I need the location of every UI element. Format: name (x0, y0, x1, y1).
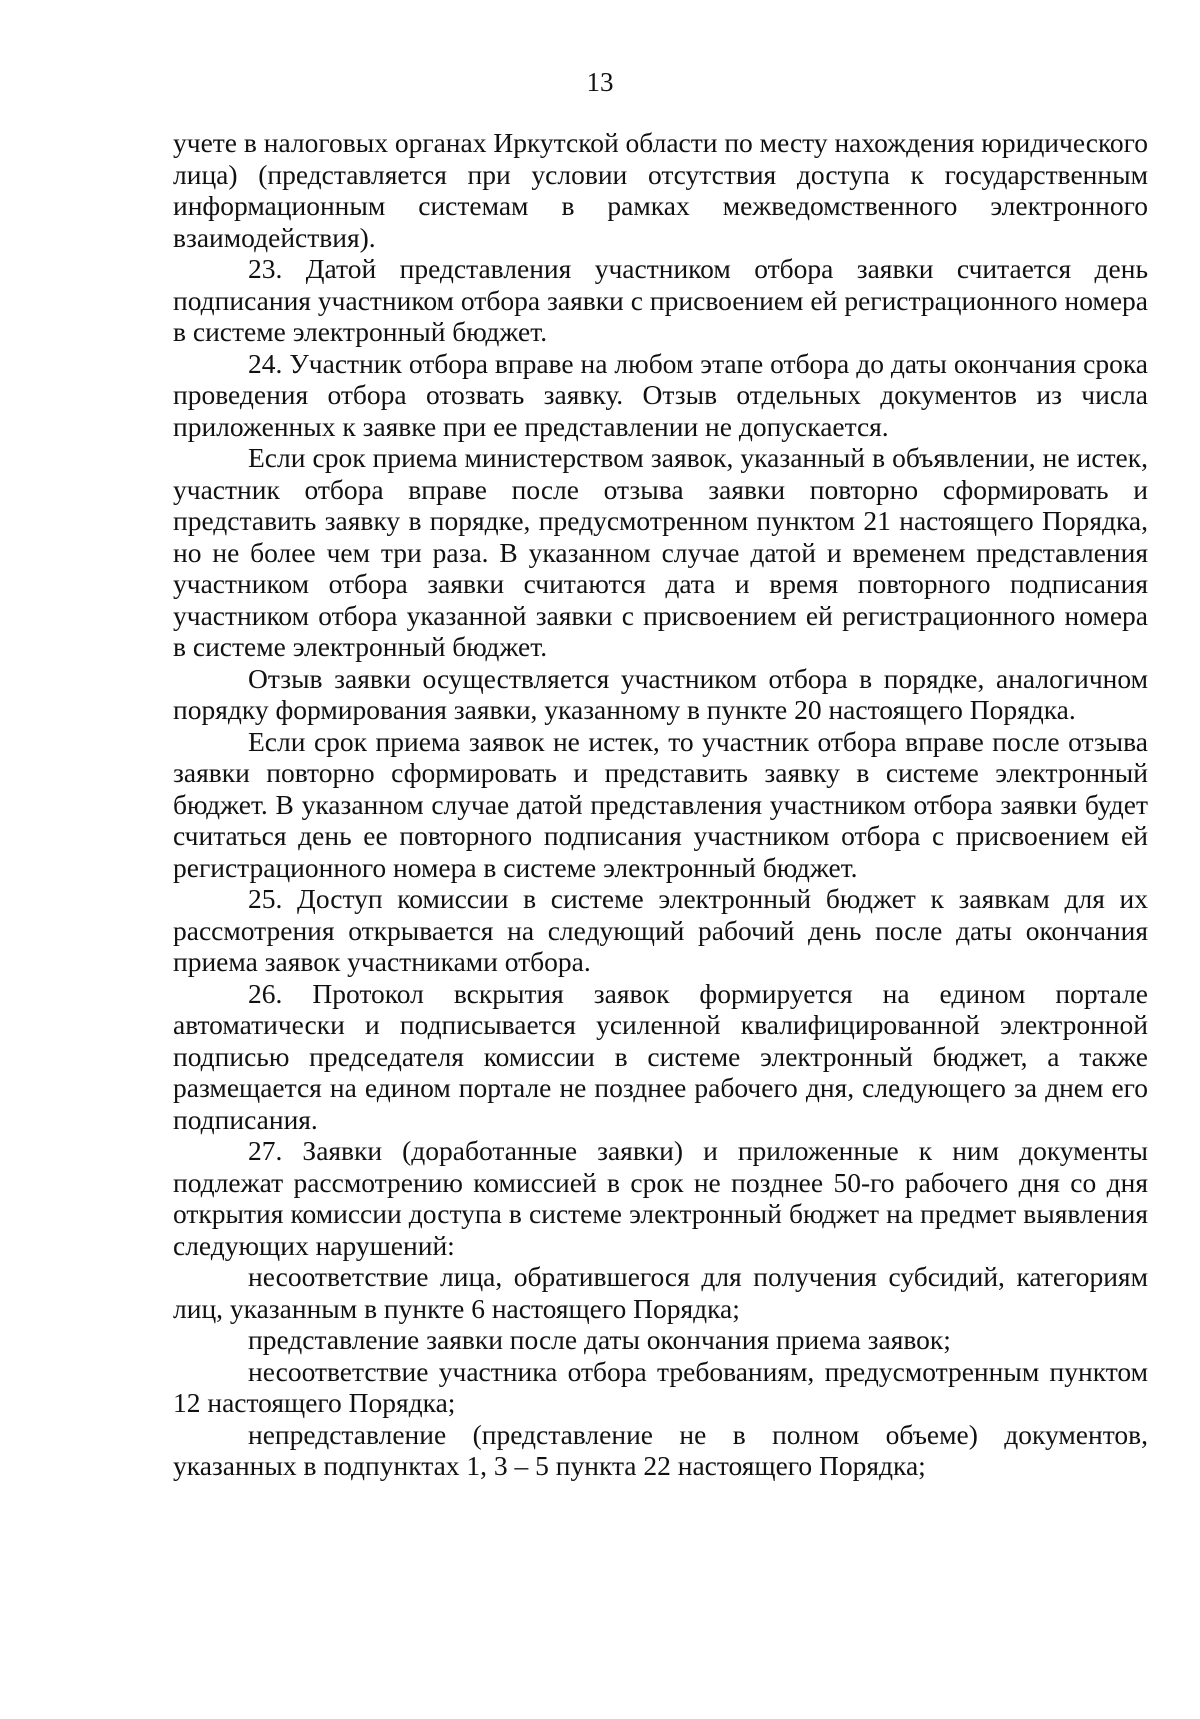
paragraph-24: 24. Участник отбора вправе на любом этапе отбора до даты окончания срока проведения отбора отозвать заявку. Отзыв отдельных документов из числа приложенных к заявке при ее представлении не допускается. (173, 347, 1148, 442)
list-item-violation-requirements: несоответствие участника отбора требованиям, предусмотренным пунктом 12 настоящего Порядка; (173, 1355, 1148, 1418)
list-item-violation-category: несоответствие лица, обратившегося для получения субсидий, категориям лиц, указанным в пункте 6 настоящего Порядка; (173, 1261, 1148, 1324)
document-body (173, 127, 1148, 1482)
list-item-violation-documents: непредставление (представление не в полном объеме) документов, указанных в подпунктах 1, 3 – 5 пункта 22 настоящего Порядка; (173, 1418, 1148, 1481)
paragraph-continuation: учете в налоговых органах Иркутской области по месту нахождения юридического лица) (представляется при условии отсутствия доступа к государственным информационным системам в рамках межведомственного электронного взаимодействия). (173, 127, 1149, 253)
paragraph-26: 26. Протокол вскрытия заявок формируется на едином портале автоматически и подписывается усиленной квалифицированной электронной подписью председателя комиссии в системе электронный бюджет, а также размещается на едином портале не позднее рабочего дня, следующего за днем его подписания. (173, 977, 1148, 1135)
paragraph-25: 25. Доступ комиссии в системе электронный бюджет к заявкам для их рассмотрения открывается на следующий рабочий день после даты окончания приема заявок участниками отбора. (173, 883, 1148, 977)
paragraph-23: 23. Датой представления участником отбора заявки считается день подписания участником отбора заявки с присвоением ей регистрационного номера в системе электронный бюджет. (173, 253, 1148, 347)
paragraph-27: 27. Заявки (доработанные заявки) и приложенные к ним документы подлежат рассмотрению комиссией в срок не позднее 50-го рабочего дня со дня открытия комиссии доступа в системе электронный бюджет на предмет выявления следующих нарушений: (173, 1135, 1148, 1261)
paragraph-24-resubmission: Если срок приема министерством заявок, указанный в объявлении, не истек, участник отбора вправе после отзыва заявки повторно сформировать и представить заявку в порядке, предусмотренном пунктом 21 настоящего Порядка, но не более чем три раза. В указанном случае датой и временем представления участником отбора заявки считаются дата и время повторного подписания участником отбора указанной заявки с присвоением ей регистрационного номера в системе электронный бюджет. (173, 442, 1148, 662)
paragraph-24-withdrawal-procedure: Отзыв заявки осуществляется участником отбора в порядке, аналогичном порядку формирования заявки, указанному в пункте 20 настоящего Порядка. (173, 662, 1148, 725)
page-number: 13 (586, 67, 614, 97)
paragraph-24-repeat-submission: Если срок приема заявок не истек, то участник отбора вправе после отзыва заявки повторно сформировать и представить заявку в системе электронный бюджет. В указанном случае датой представления участником отбора заявки будет считаться день ее повторного подписания участником отбора с присвоением ей регистрационного номера в системе электронный бюджет. (173, 725, 1148, 883)
list-item-violation-late-submission: представление заявки после даты окончания приема заявок; (248, 1324, 951, 1355)
